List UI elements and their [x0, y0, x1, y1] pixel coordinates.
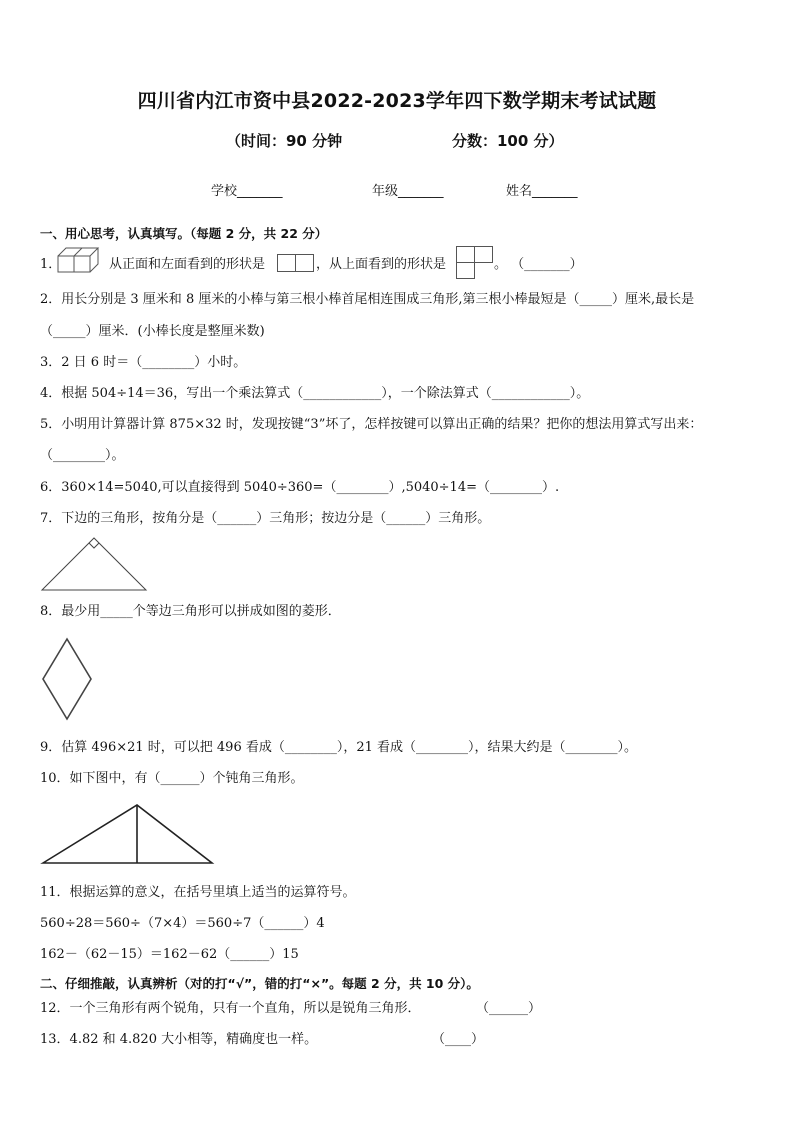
- q4: 4．根据 504÷14＝36，写出一个乘法算式（____________），一个除法算式（____________）。: [40, 386, 590, 401]
- q13-answer: （____）: [432, 1032, 485, 1047]
- q1-text-a: 从正面和左面看到的形状是: [109, 257, 266, 272]
- q12-answer: （______）: [476, 1001, 542, 1016]
- q1-text-c: 。 （_______）: [494, 257, 583, 272]
- school-field: 学校_______: [211, 184, 283, 199]
- q9: 9．估算 496×21 时，可以把 496 看成（________），21 看成（________），结果大约是（________）。: [40, 740, 638, 755]
- q5-line-1: 5．小明用计算器计算 875×32 时，发现按键“3”坏了，怎样按键可以算出正确的结果？把你的想法用算式写出来：: [40, 417, 703, 432]
- rhombus-figure: [40, 637, 94, 721]
- q11-equation-1: 560÷28＝560÷（7×4）＝560÷7（______）4: [40, 916, 325, 931]
- obtuse-triangles-figure: [40, 802, 216, 866]
- front-view-figure: [277, 254, 315, 272]
- q13: 13．4.82 和 4.820 大小相等，精确度也一样。: [40, 1032, 318, 1047]
- q10: 10．如下图中，有（______）个钝角三角形。: [40, 771, 304, 786]
- right-isosceles-triangle-figure: [40, 536, 150, 592]
- name-field: 姓名_______: [506, 184, 578, 199]
- section-1-heading: 一、用心思考，认真填写。（每题 2 分，共 22 分）: [40, 226, 328, 241]
- exam-time: （时间：90 分钟: [226, 132, 343, 150]
- page-title: 四川省内江市资中县2022-2023学年四下数学期末考试试题: [137, 90, 657, 112]
- q1-text-b: ，从上面看到的形状是: [316, 257, 447, 272]
- exam-score: 分数：100 分）: [452, 132, 564, 150]
- q3: 3．2 日 6 时＝（________）小时。: [40, 355, 247, 370]
- q11: 11．根据运算的意义，在括号里填上适当的运算符号。: [40, 885, 356, 900]
- q12: 12．一个三角形有两个锐角，只有一个直角，所以是锐角三角形．: [40, 1001, 421, 1016]
- q7: 7．下边的三角形，按角分是（______）三角形；按边分是（______）三角形。: [40, 511, 491, 526]
- q11-equation-2: 162－（62－15）＝162－62（______）15: [40, 947, 299, 962]
- q5-line-2: （________）。: [40, 448, 125, 463]
- q8: 8．最少用_____个等边三角形可以拼成如图的菱形．: [40, 604, 341, 619]
- q1-number: 1．: [40, 257, 62, 272]
- q2-line-1: 2．用长分别是 3 厘米和 8 厘米的小棒与第三根小棒首尾相连围成三角形,第三根小棒最短是（_____）厘米,最长是: [40, 292, 695, 307]
- top-view-figure: [456, 246, 494, 280]
- cube-solid-figure: [57, 247, 109, 277]
- grade-field: 年级_______: [372, 184, 444, 199]
- section-2-heading: 二、仔细推敲，认真辨析（对的打“√”，错的打“×”。每题 2 分，共 10 分）。: [40, 976, 479, 991]
- q2-line-2: （_____）厘米．(小棒长度是整厘米数): [40, 324, 265, 339]
- q6: 6．360×14=5040,可以直接得到 5040÷360=（________）,5040÷14=（________）.: [40, 480, 560, 495]
